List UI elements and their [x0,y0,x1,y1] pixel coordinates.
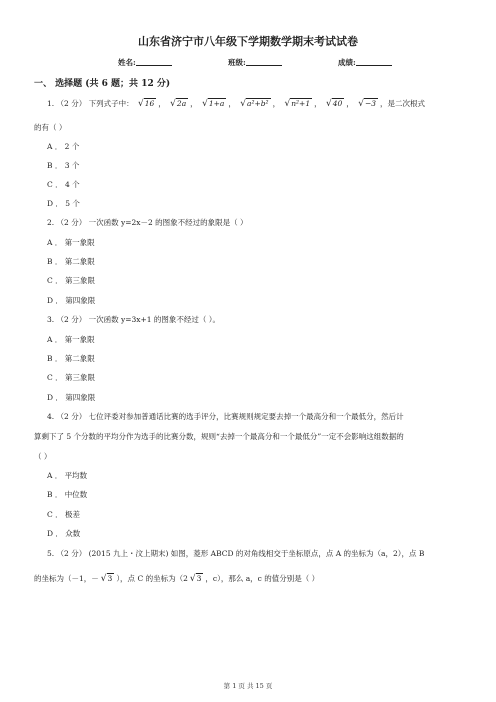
expr-sqrt-1-plus-a: √1+a [202,99,225,109]
question-5-line2: 的坐标为（－1，－ √3 ），点 C 的坐标为（2 √3 ，c），那么 a，c 的值分别是（ ） [34,574,320,584]
q2-option-b: B ． 第二象限 [47,257,95,266]
page-title: 山东省济宁市八年级下学期数学期末考试试卷 [138,35,358,48]
score-label: 成绩: [338,58,356,67]
expr-sqrt-40: √40 [326,99,343,109]
question-1: 1. （2 分） 下列式子中： √16 ， √2a ， √1+a ， √a²+b² ， √n²+1 ， √40 ， √−3 ，是二次根式 [47,99,425,109]
name-blank [136,57,172,66]
q1-option-c: C ． 4 个 [47,180,80,189]
q1-option-b: B ． 3 个 [47,161,80,170]
q1-option-d: D ． 5 个 [47,199,80,208]
score-field [338,57,392,68]
question-2: 2. （2 分） 一次函数 y=2x－2 的图象不经过的象限是（ ） [47,218,248,227]
section-heading: 一、 选择题 (共 6 题；共 12 分) [34,79,171,89]
class-blank [246,57,282,66]
q3-option-b: B ． 第二象限 [47,354,95,363]
q4-option-d: D ． 众数 [47,529,81,538]
q1-text: 下列式子中： [88,99,134,108]
q3-option-c: C ． 第三象限 [47,373,96,382]
expr-sqrt-neg3: √−3 [358,99,376,109]
q4-option-a: A ． 平均数 [47,471,88,480]
class-field [228,57,282,68]
expr-sqrt-2a: √2a [170,99,187,109]
class-label: 班级: [228,58,246,67]
page-footer: 第 1 页 共 15 页 [223,682,273,690]
expr-sqrt-a2-b2: √a²+b² [240,99,269,109]
question-3: 3. （2 分） 一次函数 y=3x+1 的图象不经过（ ）。 [47,315,221,324]
question-4-line1: 4. （2 分） 七位评委对参加普通话比赛的选手评分，比赛规则规定要去掉一个最高分和一个最低分，然后计 [47,412,404,421]
q2-option-d: D ． 第四象限 [47,296,96,305]
q1-number: 1. [47,99,55,108]
q1-points: （2 分） [56,99,87,108]
q2-option-a: A ． 第一象限 [47,238,95,247]
q1-line2: 的有（ ） [34,123,67,132]
score-blank [356,57,392,66]
q1-tail: ，是二次根式 [380,99,425,108]
expr-sqrt-3-a: √3 [100,574,113,584]
expr-sqrt-n2-1: √n²+1 [284,99,311,109]
q3-option-d: D ． 第四象限 [47,393,96,402]
question-4-line3: （ ） [34,452,52,461]
q4-option-c: C ． 极差 [47,510,81,519]
q2-option-c: C ． 第三象限 [47,276,96,285]
expr-sqrt-16: √16 [137,99,155,109]
question-5-line1: 5. （2 分） (2015 九上・汶上期末) 如图，菱形 ABCD 的对角线相交于坐标原点，点 A 的坐标为（a，2），点 B [47,549,425,558]
name-field [118,57,172,68]
expr-sqrt-3-b: √3 [189,574,202,584]
q4-option-b: B ． 中位数 [47,490,88,499]
question-4-line2: 算剩下了 5 个分数的平均分作为选手的比赛分数，规则“去掉一个最高分和一个最低分”一定不会影响这组数据的 [34,432,404,441]
q1-option-a: A ． 2 个 [47,142,80,151]
q3-option-a: A ． 第一象限 [47,335,95,344]
name-label: 姓名: [118,58,136,67]
